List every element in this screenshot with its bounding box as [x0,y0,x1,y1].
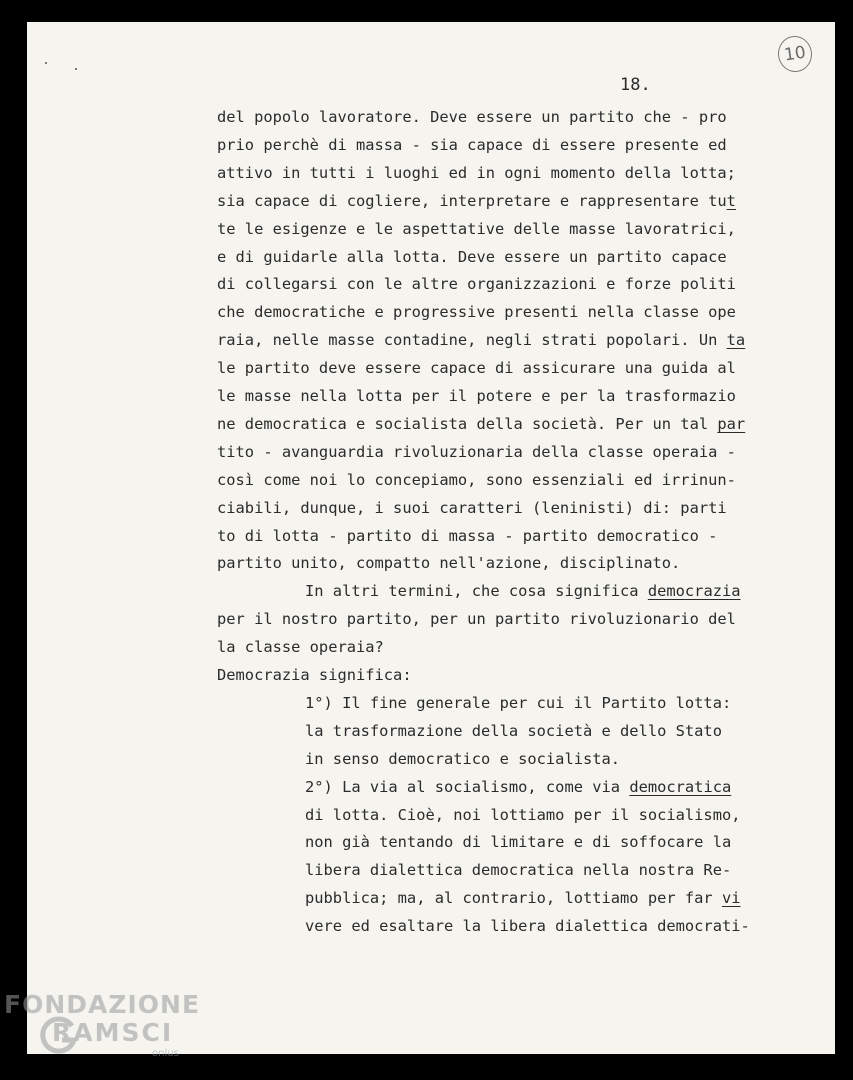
line-text: 1°) Il fine generale per cui il Partito lotta: [305,694,732,712]
text-line [217,549,680,577]
line-text: te le esigenze e le aspettative delle masse lavoratrici, [217,220,736,238]
line-text: del popolo lavoratore. Deve essere un partito che - pro [217,108,727,126]
text-line [217,605,736,633]
line-text: in senso democratico e socialista. [305,750,621,768]
text-line [305,577,741,605]
speck [45,62,47,64]
text-line [217,298,736,326]
text-line [217,243,727,271]
line-text: per il nostro partito, per un partito rivoluzionario del [217,610,736,628]
text-line [217,215,736,243]
text-line [217,438,736,466]
text-line [217,326,745,354]
text-line [217,354,736,382]
line-text: to di lotta - partito di massa - partito democratico - [217,527,718,545]
line-text: 2°) La via al socialismo, come via [305,778,630,796]
line-text: Democrazia significa: [217,666,412,684]
text-line [217,382,736,410]
line-text: raia, nelle masse contadine, negli strati popolari. Un [217,331,727,349]
text-line [217,131,727,159]
line-text: così come noi lo concepiamo, sono essenziali ed irrinun- [217,471,736,489]
line-text: e di guidarle alla lotta. Deve essere un partito capace [217,248,727,266]
line-text: tito - avanguardia rivoluzionaria della classe operaia - [217,443,736,461]
line-text: la trasformazione della società e dello Stato [305,722,722,740]
line-text: le partito deve essere capace di assicurare una guida al [217,359,736,377]
text-line [217,187,736,215]
text-line [217,466,736,494]
text-line [217,410,745,438]
underlined-word: ta [726,331,746,349]
text-line [217,270,736,298]
text-line [217,661,412,689]
underlined-word: democratica [629,778,732,796]
underlined-word: vi [721,889,741,907]
text-line [305,912,750,940]
line-text: vere ed esaltare la libera dialettica democrati- [305,917,750,935]
text-line [217,494,727,522]
line-text: attivo in tutti i luoghi ed in ogni momento della lotta; [217,164,736,182]
watermark-line-2: RAMSCI [52,1018,174,1047]
text-line [305,717,722,745]
watermark-line-1: FONDAZIONE [4,990,201,1019]
text-line [305,773,731,801]
page-number: 18. [620,75,651,95]
fondazione-gramsci-watermark [4,990,214,1072]
speck [75,68,77,70]
line-text: prio perchè di massa - sia capace di essere presente ed [217,136,727,154]
text-line [217,159,736,187]
underlined-word: democrazia [647,582,741,600]
line-text: In altri termini, che cosa significa [305,582,648,600]
underlined-word: t [726,192,736,210]
text-line [305,856,731,884]
text-line [305,884,741,912]
underlined-word: par [717,415,746,433]
text-line [217,522,717,550]
text-line [305,689,731,717]
text-line [305,801,741,829]
line-text: sia capace di cogliere, interpretare e rappresentare tu [217,192,727,210]
line-text: di collegarsi con le altre organizzazioni e forze politi [217,275,736,293]
line-text: ciabili, dunque, i suoi caratteri (leninisti) di: parti [217,499,727,517]
text-line [217,103,727,131]
watermark-line-3: onlus [152,1048,179,1059]
line-text: libera dialettica democratica nella nostra Re- [305,861,732,879]
line-text: partito unito, compatto nell'azione, disciplinato. [217,554,681,572]
text-line [305,745,620,773]
line-text: ne democratica e socialista della società. Per un tal [217,415,718,433]
line-text: la classe operaia? [217,638,384,656]
text-line [305,828,731,856]
line-text: che democratiche e progressive presenti nella classe ope [217,303,736,321]
archive-page-mark: 10 [776,34,815,74]
line-text: pubblica; ma, al contrario, lottiamo per far [305,889,722,907]
line-text: non già tentando di limitare e di soffocare la [305,833,732,851]
text-line [217,633,384,661]
line-text: di lotta. Cioè, noi lottiamo per il socialismo, [305,806,741,824]
line-text: le masse nella lotta per il potere e per la trasformazio [217,387,736,405]
